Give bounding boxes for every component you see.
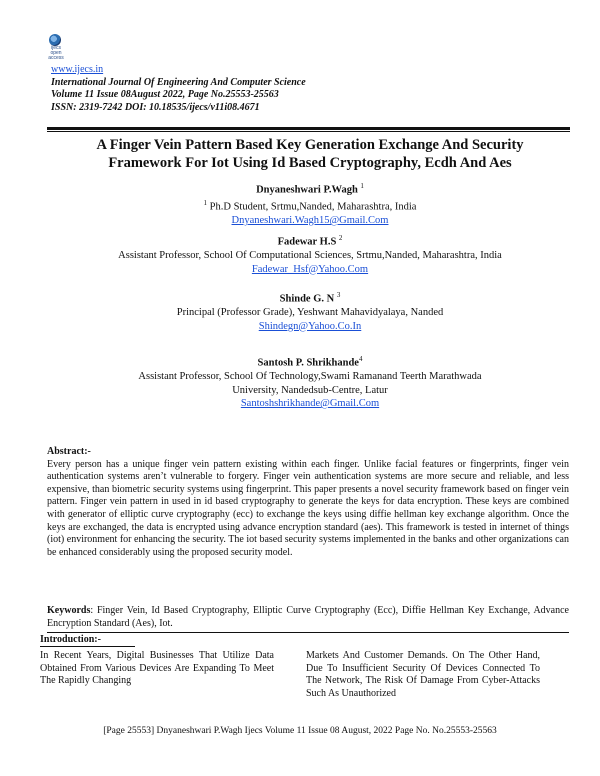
author-block-4: Santosh P. Shrikhande$^4$ Assistant Professor, School Of Technology,Swami Ramanand Teerth Marathwada University, Nandedsub-Centre, Latur Santoshshrikhande@Gmail.Com xyxy=(40,353,580,411)
journal-issn-doi: ISSN: 2319-7242 DOI: 10.18535/ijecs/v11i08.4671 xyxy=(51,101,260,113)
introduction-column-right: Markets And Customer Demands. On The Other Hand, Due To Insufficient Security Of Devices Connected To The Network, The Risk Of Damage From Cyber-Attacks Such As Unauthorized xyxy=(306,650,540,699)
author-affiliation: Principal (Professor Grade), Yeshwant Mahavidyalaya, Nanded xyxy=(176,307,444,318)
abstract-heading: Abstract:- xyxy=(47,446,91,457)
keywords-label: Keywords xyxy=(47,605,91,616)
introduction-heading: Introduction:- xyxy=(40,634,101,645)
header-divider-thin xyxy=(47,131,570,132)
author-block-3: Shinde G. N $^3$ Principal (Professor Grade), Yeshwant Mahavidyalaya, Nanded Shindegn@Yahoo.Co.In xyxy=(40,289,580,333)
author-email-link[interactable]: Fadewar_Hsf@Yahoo.Com xyxy=(251,263,369,275)
author-block-2: Fadewar H.S $^2$ Assistant Professor, School Of Computational Sciences, Srtmu,Nanded, Maharashtra, India Fadewar_Hsf@Yahoo.Com xyxy=(40,232,580,276)
journal-name: International Journal Of Engineering And Computer Science xyxy=(51,76,306,88)
journal-header xyxy=(51,64,306,114)
keywords-divider xyxy=(47,632,569,633)
header-divider-thick xyxy=(47,127,570,130)
abstract-section xyxy=(47,446,569,559)
author-name: Shinde G. N xyxy=(279,293,335,305)
abstract-body: Every person has a unique finger vein pattern existing within each finger. Unlike facial features or fingerprints, finger vein authentication systems aren’t vulnerable to forgery. Finger vein authentication systems are more secure and reliable, and less expensive, than biometric security systems using fingerprint. This paper presents a novel security framework based on finger vein pattern. Finger vein pattern in used in id based cryptography to generate the keys for data encryption. These keys are combined with generator of elliptic curve cryptography (ecc) to exchange the keys using diffie hellman key exchange algorithm. Once the keys are exchanged, the data is encrypted using advance encryption standard (aes). This framework is tested in internet of things (iot) environment for enhancing the security. The iot based security systems implemented in the banks and other organizations can be enhanced considerably using the proposed security model. xyxy=(47,458,569,558)
introduction-column-left: In Recent Years, Digital Businesses That Utilize Data Obtained From Various Devices Are Expanding To Meet The Rapidly Changing xyxy=(40,650,274,687)
author-affiliation: Assistant Professor, School Of Computational Sciences, Srtmu,Nanded, Maharashtra, India xyxy=(118,250,502,261)
journal-logo xyxy=(42,32,68,60)
author-email-link[interactable]: Shindegn@Yahoo.Co.In xyxy=(258,320,362,332)
keywords-text: : Finger Vein, Id Based Cryptography, Elliptic Curve Cryptography (Ecc), Diffie Hellman Key Exchange, Advance Encryption Standard (Aes), Iot. xyxy=(47,605,569,629)
logo-text: ijecs open access xyxy=(48,45,64,61)
author-name: Fadewar H.S xyxy=(277,236,337,248)
author-name: Santosh P. Shrikhande xyxy=(257,357,359,369)
page-footer: [Page 25553] Dnyaneshwari P.Wagh Ijecs Volume 11 Issue 08 August, 2022 Page No. No.25553-25563 xyxy=(103,726,497,736)
author-email-link[interactable]: Santoshshrikhande@Gmail.Com xyxy=(240,398,380,409)
author-name: Dnyaneshwari P.Wagh xyxy=(256,184,358,196)
introduction-underline xyxy=(40,646,135,647)
author-affiliation-cont: University, Nandedsub-Centre, Latur xyxy=(232,384,388,396)
journal-volume: Volume 11 Issue 08August 2022, Page No.25553-25563 xyxy=(51,89,279,100)
author-affiliation: Ph.D Student, Srtmu,Nanded, Maharashtra, India xyxy=(209,201,417,213)
author-affiliation: Assistant Professor, School Of Technology,Swami Ramanand Teerth Marathwada xyxy=(138,371,482,382)
keywords-section xyxy=(47,605,569,630)
author-block-1: Dnyaneshwari P.Wagh $^1$ $^1$ Ph.D Student, Srtmu,Nanded, Maharashtra, India Dnyaneshwari.Wagh15@Gmail.Com xyxy=(203,182,417,226)
journal-url-link[interactable]: www.ijecs.in xyxy=(51,64,104,75)
author-email-link[interactable]: Dnyaneshwari.Wagh15@Gmail.Com xyxy=(231,215,389,226)
paper-title: A Finger Vein Pattern Based Key Generation Exchange And Security Framework For Iot Using Id Based Cryptography, Ecdh And Aes xyxy=(96,137,524,171)
